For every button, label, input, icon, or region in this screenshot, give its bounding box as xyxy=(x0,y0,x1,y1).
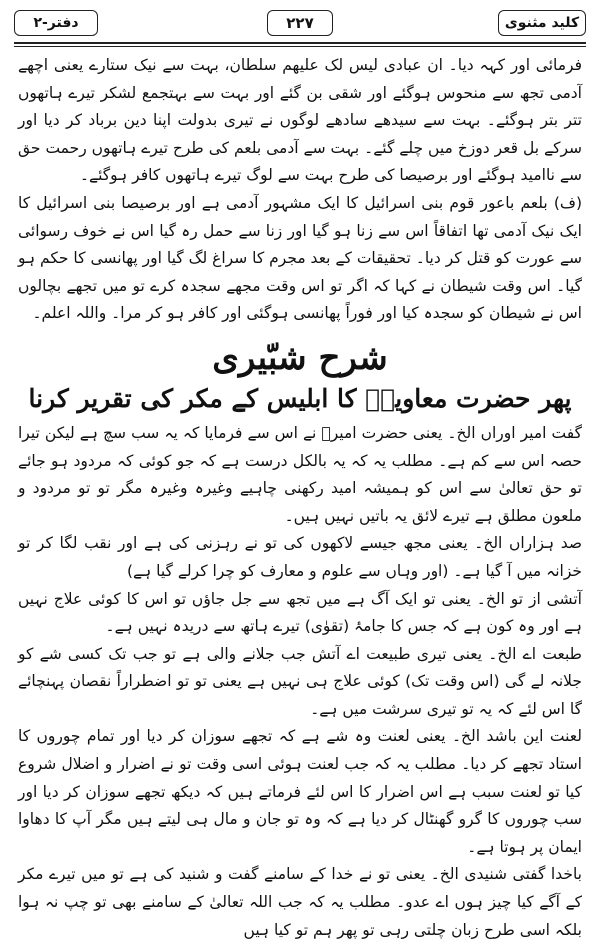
paragraph: باخدا گفتی شنیدی الخ۔ یعنی تو نے خدا کے سامنے گفت و شنید کی ہے تو میں تیرے مکر کے آگے کیا چیز ہوں اے عدو۔ مطلب یہ کہ جب اللہ تعالیٰ کے سامنے بھی تو چپ نہ ہوا بلکہ اسی طرح زبان چلتی رہی تو پھر ہم تو کیا ہیں xyxy=(18,865,582,939)
header-rule-thin xyxy=(14,46,586,47)
paragraph: صد ہزاراں الخ۔ یعنی مجھ جیسے لاکھوں کی تو نے رہزنی کی ہے اور نقب لگا کر تو خزانہ میں آ گیا ہے۔ (اور وہاں سے علوم و معارف کو چرا کرلے گیا ہے) xyxy=(18,534,582,580)
header-rule xyxy=(14,42,586,44)
paragraph: لعنت این باشد الخ۔ یعنی لعنت وہ شے ہے کہ تجھے سوزان کر دیا اور تمام چوروں کا استاد تجھے کر دیا۔ مطلب یہ کہ جب لعنت ہوئی اسی وقت تو نے اضرار و اضلال شروع کیا تو لعنت سبب ہے اس اضرار کا اس لئے فرماتے ہیں کہ دیکھ تجھے سوزان کر دیا اور سب چوروں کا گرو گھنٹال کر دیا ہے کہ وہ تو جان و مال ہی لیتے ہیں مگر آپ کا دھاوا ایمان پر ہوتا ہے۔ xyxy=(18,727,582,856)
volume-label: دفتر-۲ xyxy=(14,10,98,36)
paragraph: فرمائی اور کہہ دیا۔ ان عبادی لیس لک علیھم سلطان، بہت سے نیک ستارے یعنی اچھے آدمی تجھ سے منحوس ہوگئے اور شقی بن گئے اور بہت سے بہتجمع لشکر تیرے ہاتھوں تتر بتر ہوگئے۔ بہت سے سیدھے سادھے لوگوں نے تیری بدولت اپنا دین برباد کر دیا اور سرکے بل قعر دوزخ میں چلے گئے۔ بہت سے آدمی بلعم کی طرح تیرے ہاتھوں رحمت حق سے ناامید ہوگئے اور برصیصا کی طرح بہت سے لوگ تیرے ہاتھوں کافر ہوگئے۔ xyxy=(18,56,582,185)
page-body xyxy=(18,52,582,939)
paragraph-note: (ف) بلعم باعور قوم بنی اسرائیل کا ایک مشہور آدمی ہے اور برصیصا بنی اسرائیل کا ایک نیک آدمی تھا اتفاقاً اس سے زنا ہو گیا اور زنا سے حمل رہ گیا اس نے خوف رسوائی سے عورت کو قتل کر دیا۔ تحقیقات کے بعد مجرم کا سراغ لگ گیا اور پھانسی کا حکم ہو گیا۔ اس وقت شیطان نے کہا کہ اگر تو اس وقت مجھے سجدہ کرے تو میں تجھے بچالوں اس نے شیطان کو سجدہ کیا اور فوراً پھانسی ہوگئی اور کافر ہو کر مرا۔ واللہ اعلم۔ xyxy=(18,193,582,323)
commentary-heading: شرح شبّیری xyxy=(212,337,388,378)
section-heading: پھر حضرت معاویہؓ کا ابلیس کے مکر کی تقریر کرنا xyxy=(28,383,572,413)
paragraph: آتشی از تو الخ۔ یعنی تو ایک آگ ہے میں تجھ سے جل جاؤں تو اس کا کوئی علاج نہیں ہے اور وہ کون ہے کہ جس کا جامۂ (تقوٰی) تیرے ہاتھ سے دریدہ نہیں ہے۔ xyxy=(18,589,582,636)
book-title: کلید مثنوی xyxy=(498,10,586,36)
page-header xyxy=(14,6,586,40)
paragraph: گفت امیر اوراں الخ۔ یعنی حضرت امیرؓ نے اس سے فرمایا کہ یہ سب سچ ہے لیکن تیرا حصہ اس سے کم ہے۔ مطلب یہ کہ یہ بالکل درست ہے کہ جو کوئی کہ مردود ہو جائے تو حق تعالیٰ سے اس کو ہمیشہ امید رکھنی چاہیے وغیرہ وغیرہ مگر تو تو مردود و ملعون مطلق ہے تیرے لائق یہ باتیں نہیں ہیں۔ xyxy=(18,423,582,525)
paragraph: طبعت اے الخ۔ یعنی تیری طبیعت اے آتش جب جلانے والی ہے تو جب تک کسی شے کو جلانہ لے گی (اس وقت تک) کوئی علاج ہی نہیں ہے یعنی تو تو اضطراراً نقصان پہنچائے گا اس لئے کہ یہ تو تیری سرشت میں ہے۔ xyxy=(18,644,582,718)
page-number: ۲۲۷ xyxy=(267,10,333,36)
